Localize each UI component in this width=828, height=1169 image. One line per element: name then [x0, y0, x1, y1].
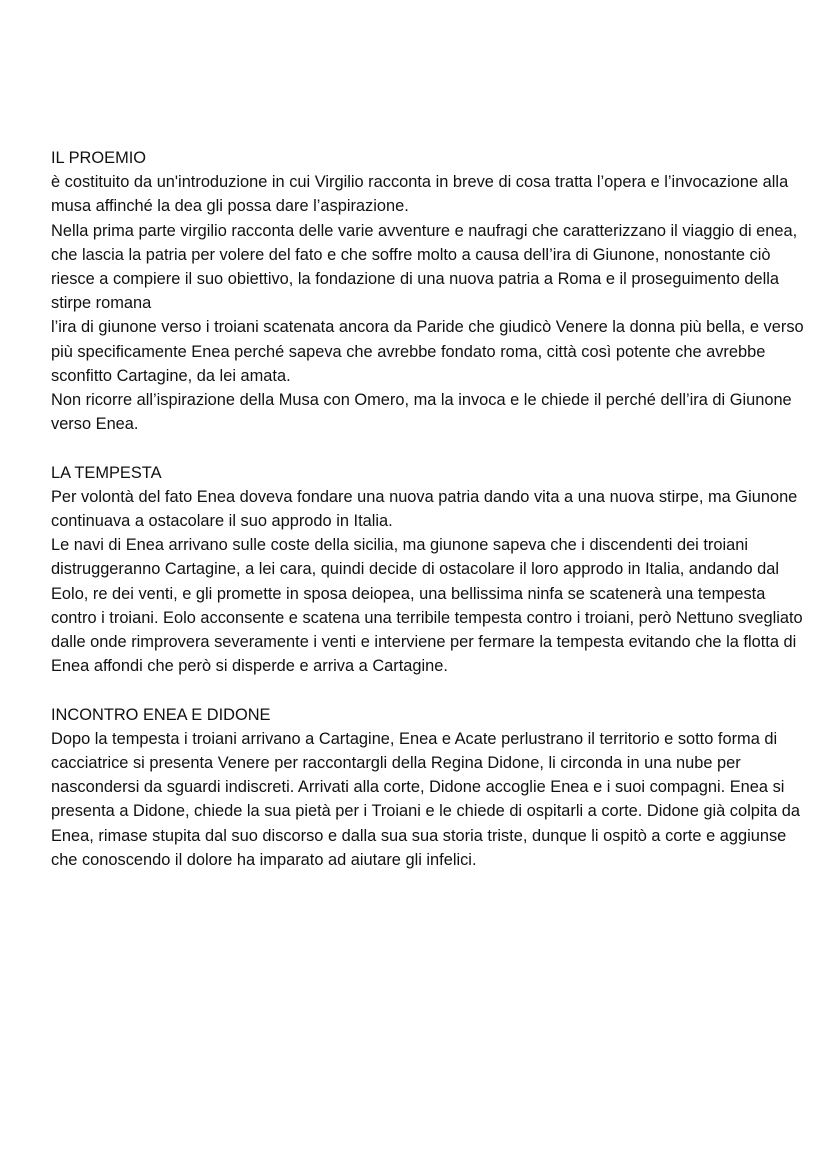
- paragraph: Per volontà del fato Enea doveva fondare una nuova patria dando vita a una nuova stirpe, ma Giunone continuava a ostacolare il suo approdo in Italia.: [51, 487, 798, 531]
- document-page: [51, 146, 811, 896]
- paragraph: l’ira di giunone verso i troiani scatenata ancora da Paride che giudicò Venere la donna più bella, e verso più specificamente Enea perché sapeva che avrebbe fondato roma, città così potente che avrebbe sconfitto Cartagine, da lei amata.: [51, 318, 804, 385]
- section-proemio: [51, 146, 811, 436]
- section-heading: INCONTRO ENEA E DIDONE: [51, 705, 271, 724]
- paragraph: Le navi di Enea arrivano sulle coste della sicilia, ma giunone sapeva che i discendenti dei troiani distruggeranno Cartagine, a lei cara, quindi decide di ostacolare il loro approdo in Italia, andando dal Eolo, re dei venti, e gli promette in sposa deiopea, una bellissima ninfa se scatenerà una tempesta contro i troiani. Eolo acconsente e scatena una terribile tempesta contro i troiani, però Nettuno svegliato dalle onde rimprovera severamente i venti e interviene per fermare la tempesta evitando che la flotta di Enea affondi che però si disperde e arriva a Cartagine.: [51, 536, 803, 676]
- paragraph: Nella prima parte virgilio racconta delle varie avventure e naufragi che caratterizzano il viaggio di enea, che lascia la patria per volere del fato e che soffre molto a causa dell’ira di Giunone, nonostante ciò riesce a compiere il suo obiettivo, la fondazione di una nuova patria a Roma e il proseguimento della stirpe romana: [51, 221, 798, 313]
- section-heading: IL PROEMIO: [51, 149, 147, 167]
- paragraph: Dopo la tempesta i troiani arrivano a Cartagine, Enea e Acate perlustrano il territorio e sotto forma di cacciatrice si presenta Venere per raccontargli della Regina Didone, li circonda in una nube per nascondersi da sguardi indiscreti. Arrivati alla corte, Didone accoglie Enea e i suoi compagni. Enea si presenta a Didone, chiede la sua pietà per i Troiani e le chiede di ospitarli a corte. Didone già colpita da Enea, rimase stupita dal suo discorso e dalla sua sua storia triste, dunque li ospitò a corte e aggiunse che conoscendo il dolore ha imparato ad aiutare gli infelici.: [51, 729, 800, 869]
- section-incontro: [51, 703, 811, 872]
- paragraph: Non ricorre all’ispirazione della Musa con Omero, ma la invoca e le chiede il perché dell’ira di Giunone verso Enea.: [51, 391, 792, 434]
- section-heading: LA TEMPESTA: [51, 463, 162, 482]
- paragraph: è costituito da un'introduzione in cui Virgilio racconta in breve di cosa tratta l’opera e l’invocazione alla musa affinché la dea gli possa dare l’aspirazione.: [51, 173, 789, 216]
- section-tempesta: [51, 461, 811, 679]
